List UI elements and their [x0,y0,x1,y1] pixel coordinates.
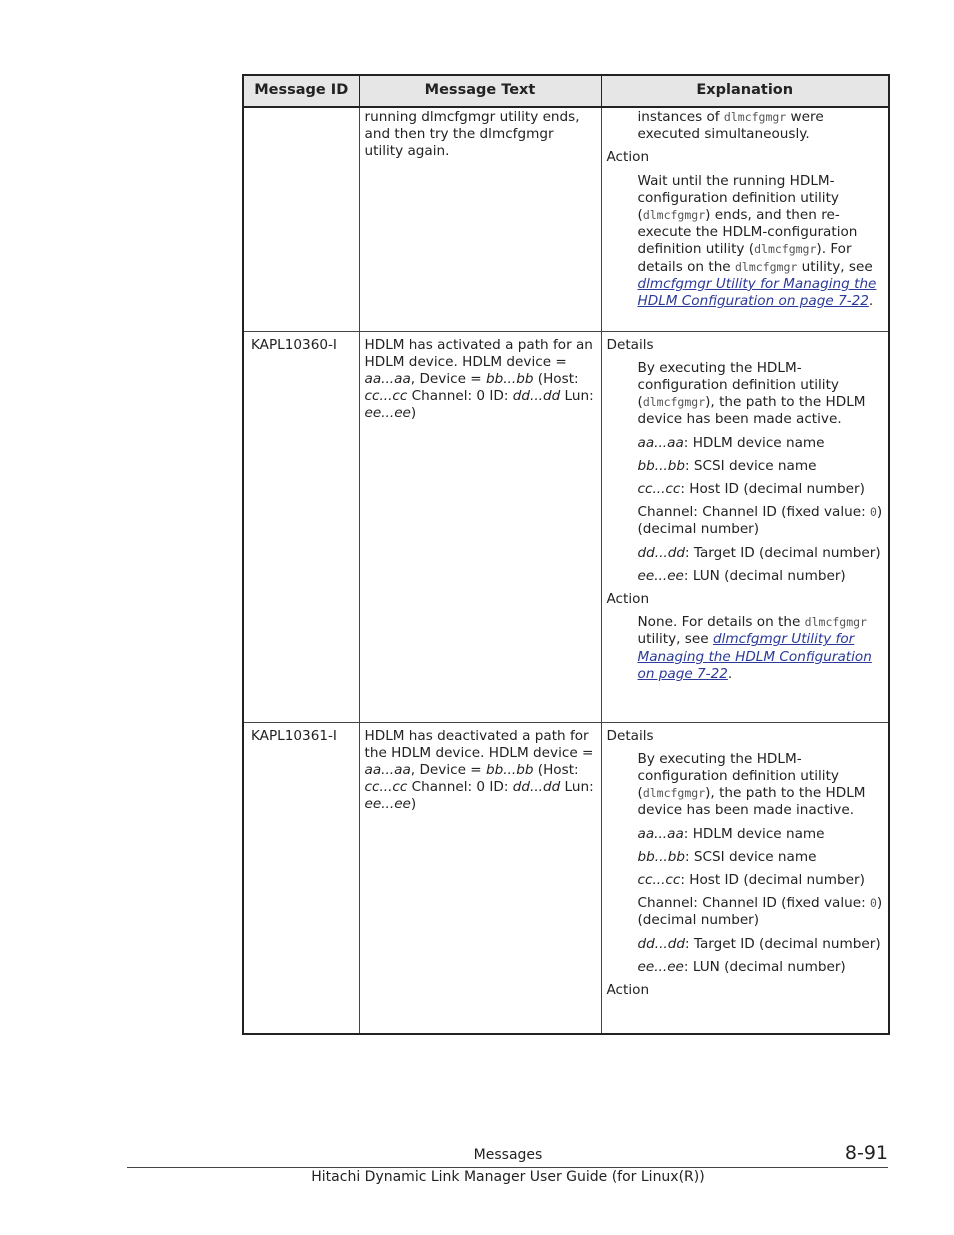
detail-item: cc...cc: Host ID (decimal number) [637,480,865,497]
action-label: Action [606,590,650,607]
page-number: 8-91 [844,1142,888,1164]
table-row [243,331,889,722]
detail-item: bb...bb: SCSI device name [637,848,817,865]
message-text-cell: running dlmcfgmgr utility ends, and then try the dlmcfgmgr utility again. [359,107,601,331]
utility-reference-link[interactable]: dlmcfgmgr Utility for Managing the HDLM Configuration on page 7-22 [637,631,872,682]
message-text-cell: HDLM has activated a path for an HDLM device. HDLM device = aa...aa, Device = bb...bb (Host: cc...cc Channel: 0 ID: dd...dd Lun: ee...ee) [359,331,601,722]
explanation-cell [601,107,889,331]
message-text-cell: HDLM has deactivated a path for the HDLM device. HDLM device = aa...aa, Device = bb...bb (Host: cc...cc Channel: 0 ID: dd...dd Lun: ee...ee) [359,722,601,1034]
detail-item: ee...ee: LUN (decimal number) [637,567,846,584]
table-header-row [243,75,889,107]
action-text: Wait until the running HDLM-configuration definition utility (dlmcfgmgr) ends, and then re-execute the HDLM-configuration definition utility (dlmcfgmgr). For details on the dlmcfgmgr utility, see dlmcfgmgr Utility for Managing the HDLM Configuration on page 7-22. [637,172,877,310]
details-text: By executing the HDLM-configuration definition utility (dlmcfgmgr), the path to the HDLM device has been made inactive. [637,750,866,819]
action-label: Action [606,149,650,166]
detail-item: Channel: Channel ID (fixed value: 0) (decimal number) [637,895,883,929]
continued-explanation: instances of dlmcfgmgr were executed simultaneously. [637,109,824,143]
detail-item: aa...aa: HDLM device name [637,825,825,842]
details-text: By executing the HDLM-configuration definition utility (dlmcfgmgr), the path to the HDLM device has been made active. [637,359,866,428]
detail-item: aa...aa: HDLM device name [637,434,825,451]
message-id-cell [243,107,359,331]
details-label: Details [606,727,654,744]
detail-item: dd...dd: Target ID (decimal number) [637,935,881,952]
footer-section-title: Messages [473,1147,543,1163]
detail-item: cc...cc: Host ID (decimal number) [637,871,865,888]
message-id-cell: KAPL10360-I [243,331,359,722]
detail-item: ee...ee: LUN (decimal number) [637,958,846,975]
message-table [242,74,890,1035]
details-label: Details [606,336,654,353]
action-text: None. For details on the dlmcfgmgr utility, see dlmcfgmgr Utility for Managing the HDLM Configuration on page 7-22. [637,614,872,682]
action-label: Action [606,981,650,998]
detail-item: bb...bb: SCSI device name [637,457,817,474]
detail-item: dd...dd: Target ID (decimal number) [637,544,881,561]
header-message-id: Message ID [243,75,359,107]
table-row [243,722,889,1034]
message-id-cell: KAPL10361-I [243,722,359,1034]
detail-item: Channel: Channel ID (fixed value: 0) (decimal number) [637,504,883,538]
table-row [243,107,889,331]
header-explanation: Explanation [601,75,889,107]
explanation-cell [601,331,889,722]
footer-divider [127,1167,888,1168]
header-message-text: Message Text [359,75,601,107]
explanation-cell [601,722,889,1034]
utility-reference-link[interactable]: dlmcfgmgr Utility for Managing the HDLM Configuration on page 7-22 [637,275,877,310]
footer-book-title: Hitachi Dynamic Link Manager User Guide (for Linux(R)) [311,1169,705,1185]
